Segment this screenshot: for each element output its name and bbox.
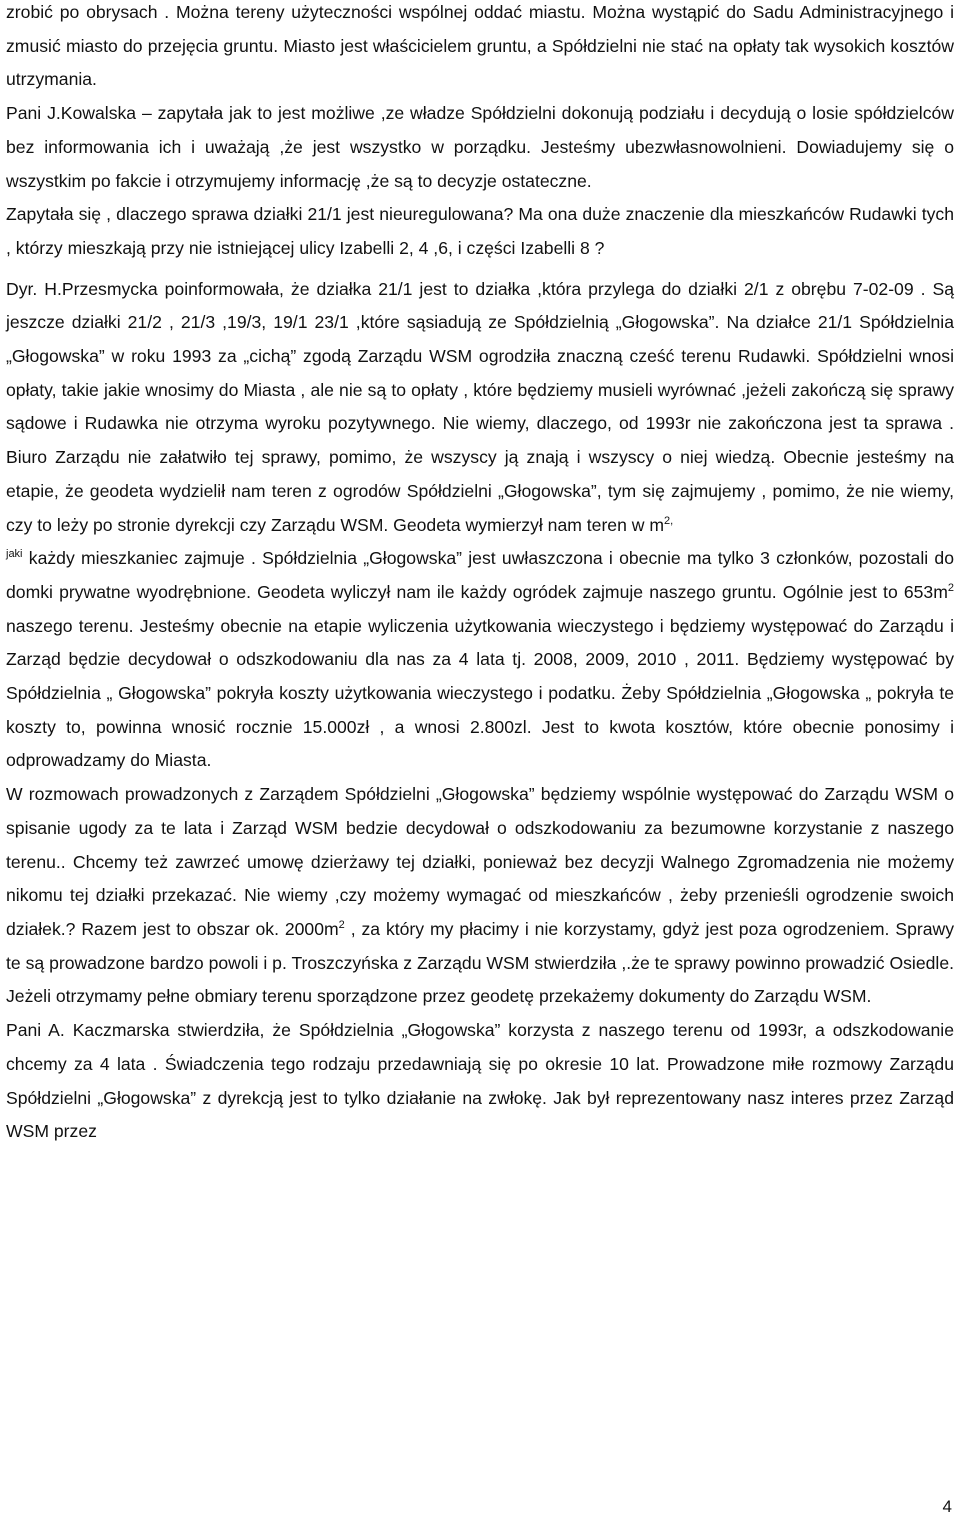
text-run: W rozmowach prowadzonych z Zarządem Spółdzielni „Głogowska” będziemy wspólnie występować do Zarządu WSM o spisanie ugody za te lata i Zarząd WSM bedzie decydował o odszkodowaniu za bezumowne korzystanie z naszego terenu.. Chcemy też zawrzeć umowę dzierżawy tej działki, ponieważ bez decyzji Walnego Zgromadzenia nie możemy nikomu tej działki przekazać. Nie wiemy ,czy możemy wymagać od mieszkańców , żeby przenieśli ogrodzenie swoich działek.? Razem jest to obszar ok. 2000m (6, 784, 954, 939)
paragraph-przesmycka (6, 273, 954, 779)
paragraph-rozmowy (6, 778, 954, 1014)
document-body (6, 0, 954, 1149)
paragraph-kowalska: Pani J.Kowalska – zapytała jak to jest możliwe ,ze władze Spółdzielni dokonują podziału i decydują o losie spółdzielców bez informowania ich i uważają ,że jest wszystko w porządku. Jesteśmy ubezwłasnowolnieni. Dowiadujemy się o wszystkim po fakcie i otrzymujemy informację ,że są to decyzje ostateczne. (6, 103, 954, 191)
text-run: , za który my płacimy i nie korzystamy, gdyż jest poza ogrodzeniem. Sprawy te są prowadzone bardzo powoli i p. Troszczyńska z Zarządu WSM stwierdziła ,.że te sprawy powinno prowadzić Osiedle. Jeżeli otrzymamy pełne obmiary terenu sporządzone przez geodetę przekażemy dokumenty do Zarządu WSM. (6, 918, 954, 1007)
page-number: 4 (942, 1497, 952, 1516)
superscript: 2 (338, 919, 345, 932)
superscript-jaki: jaki (6, 548, 23, 561)
text-run: każdy mieszkaniec zajmuje . Spółdzielnia „Głogowska” jest uwłaszczona i obecnie ma tylko 3 członków, pozostali do domki prywatne wyodrębnione. Geodeta wyliczył nam ile każdy ogródek zajmuje naszego gruntu. Ogólnie jest to 653m (6, 548, 954, 602)
text-run: naszego terenu. Jesteśmy obecnie na etapie wyliczenia użytkowania wieczystego i będziemy występować do Zarządu i Zarząd będzie decydował o odszkodowaniu dla nas za 4 lata tj. 2008, 2009, 2010 , 2011. Będziemy występować by Spółdzielnia „ Głogowska” pokryła koszty użytkowania wieczystego i podatku. Żeby Spółdzielnia „Głogowska „ pokryła te koszty to, powinna wnosić rocznie 15.000zł , a wnosi 2.800zl. Jest to kwota kosztów, które obecnie ponosimy i odprowadzamy do Miasta. (6, 615, 954, 771)
text-run: Dyr. H.Przesmycka poinformowała, że działka 21/1 jest to działka ,która przylega do działki 2/1 z obrębu 7-02-09 . Są jeszcze działki 21/2 , 21/3 ,19/3, 19/1 23/1 ,które sąsiadują ze Spółdzielnią „Głogowska”. Na działce 21/1 Spółdzielnia „Głogowska” w roku 1993 za „cichą” zgodą Zarządu WSM ogrodziła znaczną cześć terenu Rudawki. Spółdzielni wnosi opłaty, takie jakie wnosimy do Miasta , ale nie są to opłaty , które będziemy musieli wyrównać ,jeżeli zakończą się sprawy sądowe i Rudawka nie otrzyma wyroku pozytywnego. Nie wiemy, dlaczego, od 1993r nie zakończona jest ta sprawa . Biuro Zarządu nie załatwiło tej sprawy, pomimo, że wszyscy ją znają i wszyscy o niej wiedzą. Obecnie jesteśmy na etapie, że geodeta wydzielił nam teren z ogrodów Spółdzielni „Głogowska”, tym się zajmujemy , pomimo, że nie wiemy, czy to leży po stronie dyrekcji czy Zarządu WSM. Geodeta wymierzył nam teren w m (6, 278, 954, 535)
paragraph-intro: zrobić po obrysach . Można tereny użyteczności wspólnej oddać miastu. Można wystąpić do Sadu Administracyjnego i zmusić miasto do przejęcia gruntu. Miasto jest właścicielem gruntu, a Spółdzielni nie stać na opłaty tak wysokich kosztów utrzymania. (6, 2, 954, 90)
superscript: 2, (664, 514, 674, 527)
superscript: 2 (947, 582, 954, 595)
paragraph-kaczmarska: Pani A. Kaczmarska stwierdziła, że Spółdzielnia „Głogowska” korzysta z naszego terenu od 1993r, a odszkodowanie chcemy za 4 lata . Świadczenia tego rodzaju przedawniają się po okresie 10 lat. Prowadzone miłe rozmowy Zarządu Spółdzielni „Głogowska” z dyrekcją jest to tylko działanie na zwłokę. Jak był reprezentowany nasz interes przez Zarząd WSM przez (6, 1020, 954, 1142)
paragraph-question: Zapytała się , dlaczego sprawa działki 21/1 jest nieuregulowana? Ma ona duże znaczenie dla mieszkańców Rudawki tych , którzy mieszkają przy nie istniejącej ulicy Izabelli 2, 4 ,6, i części Izabelli 8 ? (6, 204, 954, 258)
